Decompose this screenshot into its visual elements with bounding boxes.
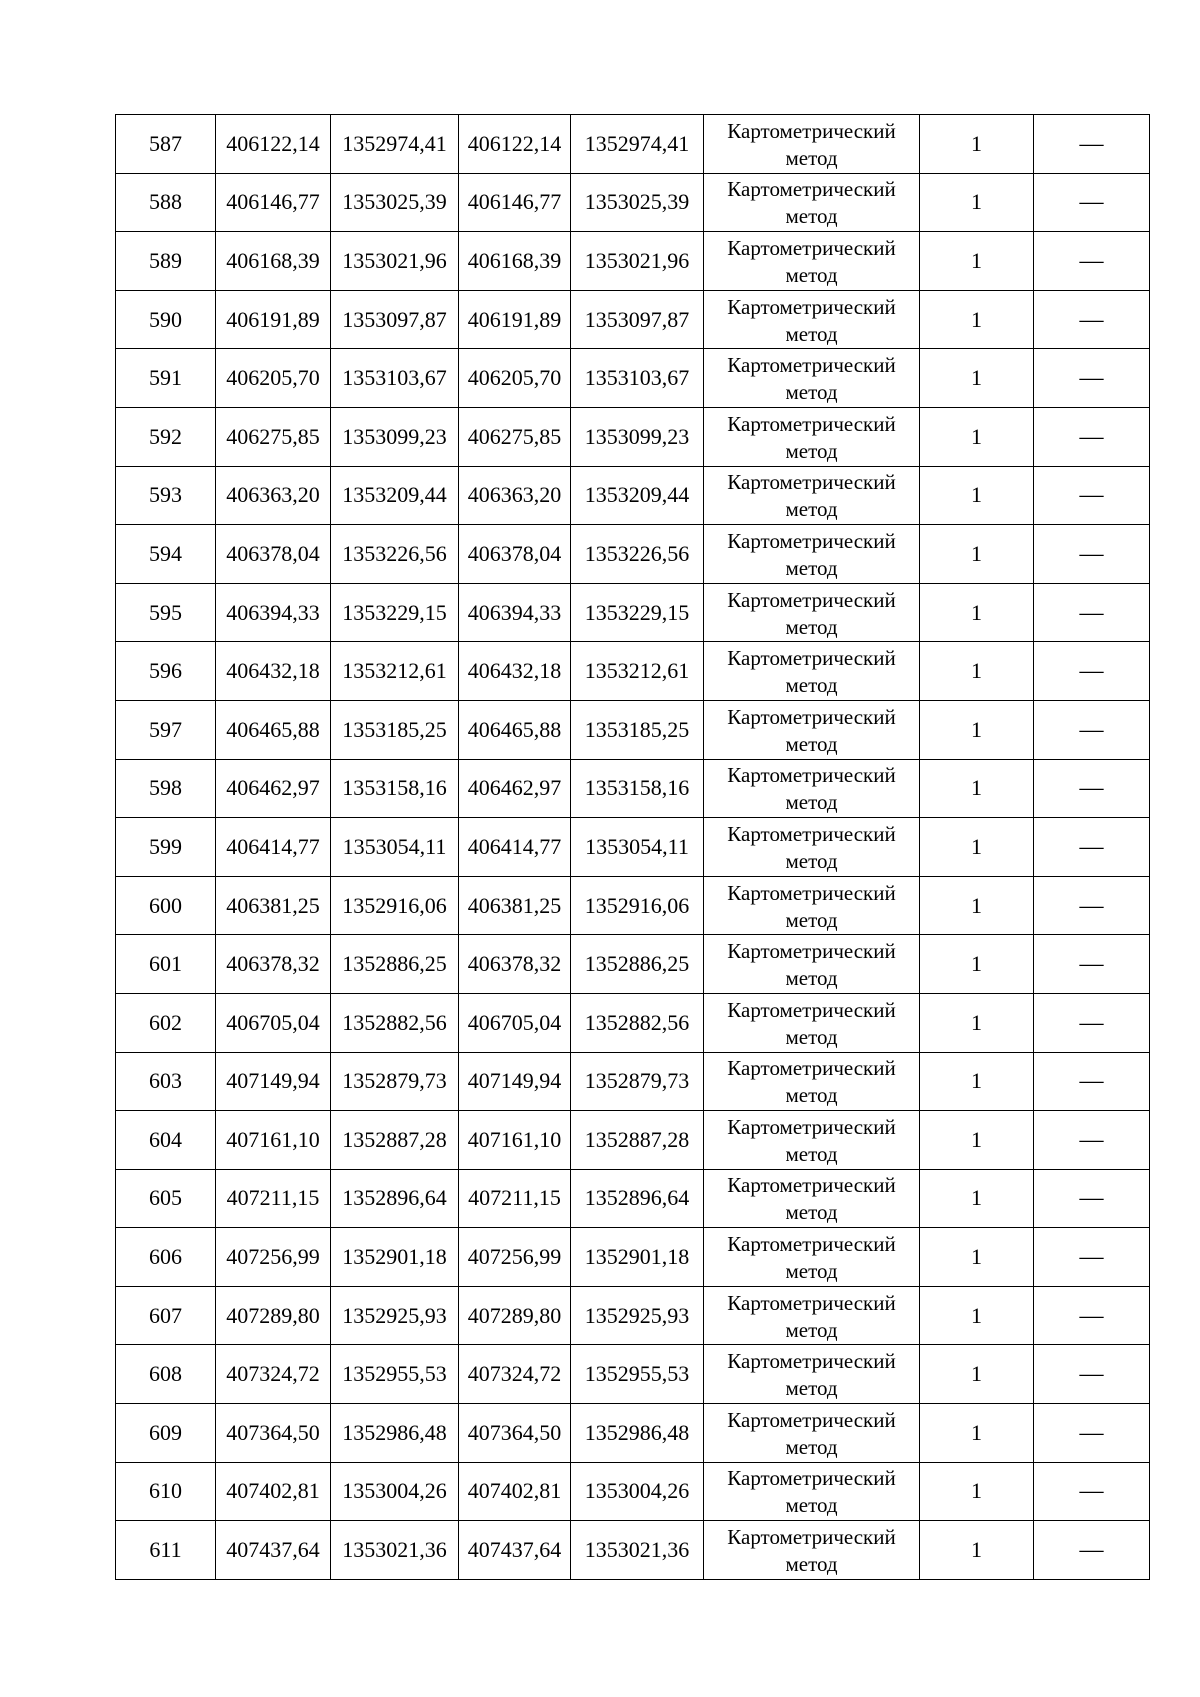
x-old-cell: 406122,14 [216, 115, 331, 174]
table-row [116, 466, 1150, 525]
accuracy-cell: 1 [920, 1521, 1034, 1580]
y-new-cell: 1353099,23 [571, 407, 704, 466]
method-line-2: метод [785, 1024, 838, 1049]
y-new-cell: 1352916,06 [571, 876, 704, 935]
x-old-cell: 406191,89 [216, 290, 331, 349]
y-new-cell: 1353025,39 [571, 173, 704, 232]
table-body [116, 115, 1150, 1580]
y-old-cell: 1352955,53 [331, 1345, 459, 1404]
point-number-cell: 606 [116, 1228, 216, 1287]
coordinates-table [115, 114, 1150, 1580]
accuracy-cell: 1 [920, 290, 1034, 349]
point-number-cell: 588 [116, 173, 216, 232]
y-old-cell: 1352901,18 [331, 1228, 459, 1287]
description-cell: — [1034, 1404, 1150, 1463]
y-old-cell: 1353185,25 [331, 700, 459, 759]
table-row [116, 642, 1150, 701]
description-cell: — [1034, 1169, 1150, 1228]
accuracy-cell: 1 [920, 1228, 1034, 1287]
accuracy-cell: 1 [920, 700, 1034, 759]
x-new-cell: 407256,99 [459, 1228, 571, 1287]
method-cell [704, 407, 920, 466]
method-cell [704, 583, 920, 642]
table-row [116, 993, 1150, 1052]
method-line-1: Картометрический [727, 587, 896, 612]
y-old-cell: 1353021,96 [331, 232, 459, 291]
method-line-1: Картометрический [727, 821, 896, 846]
y-old-cell: 1353212,61 [331, 642, 459, 701]
x-old-cell: 406363,20 [216, 466, 331, 525]
x-new-cell: 406394,33 [459, 583, 571, 642]
table-row [116, 290, 1150, 349]
description-cell: — [1034, 1111, 1150, 1170]
x-old-cell: 407364,50 [216, 1404, 331, 1463]
method-line-1: Картометрический [727, 939, 896, 964]
x-old-cell: 407289,80 [216, 1286, 331, 1345]
description-cell: — [1034, 1228, 1150, 1287]
point-number-cell: 608 [116, 1345, 216, 1404]
method-line-2: метод [785, 614, 838, 639]
method-line-2: метод [785, 497, 838, 522]
table-row [116, 1345, 1150, 1404]
method-line-1: Картометрический [727, 1290, 896, 1315]
y-new-cell: 1352879,73 [571, 1052, 704, 1111]
y-old-cell: 1352925,93 [331, 1286, 459, 1345]
x-new-cell: 406275,85 [459, 407, 571, 466]
x-new-cell: 406414,77 [459, 818, 571, 877]
method-line-2: метод [785, 1552, 838, 1577]
table-row [116, 1111, 1150, 1170]
x-old-cell: 407402,81 [216, 1462, 331, 1521]
y-new-cell: 1352882,56 [571, 993, 704, 1052]
accuracy-cell: 1 [920, 759, 1034, 818]
y-old-cell: 1353004,26 [331, 1462, 459, 1521]
description-cell: — [1034, 993, 1150, 1052]
x-new-cell: 406205,70 [459, 349, 571, 408]
table-row [116, 876, 1150, 935]
method-cell [704, 876, 920, 935]
y-old-cell: 1353097,87 [331, 290, 459, 349]
method-cell [704, 1462, 920, 1521]
description-cell: — [1034, 290, 1150, 349]
y-old-cell: 1353025,39 [331, 173, 459, 232]
y-old-cell: 1352896,64 [331, 1169, 459, 1228]
y-new-cell: 1353158,16 [571, 759, 704, 818]
description-cell: — [1034, 115, 1150, 174]
method-line-2: метод [785, 555, 838, 580]
method-line-2: метод [785, 262, 838, 287]
table-row [116, 1286, 1150, 1345]
method-cell [704, 173, 920, 232]
description-cell: — [1034, 232, 1150, 291]
y-new-cell: 1353097,87 [571, 290, 704, 349]
method-line-1: Картометрический [727, 1525, 896, 1550]
table-row [116, 583, 1150, 642]
x-old-cell: 406381,25 [216, 876, 331, 935]
y-old-cell: 1353054,11 [331, 818, 459, 877]
table-row [116, 935, 1150, 994]
table-row [116, 115, 1150, 174]
point-number-cell: 602 [116, 993, 216, 1052]
method-line-1: Картометрический [727, 528, 896, 553]
y-new-cell: 1353212,61 [571, 642, 704, 701]
method-line-2: метод [785, 1493, 838, 1518]
y-old-cell: 1352986,48 [331, 1404, 459, 1463]
method-cell [704, 1286, 920, 1345]
method-cell [704, 993, 920, 1052]
accuracy-cell: 1 [920, 1462, 1034, 1521]
point-number-cell: 593 [116, 466, 216, 525]
y-new-cell: 1352886,25 [571, 935, 704, 994]
point-number-cell: 592 [116, 407, 216, 466]
accuracy-cell: 1 [920, 642, 1034, 701]
x-old-cell: 407256,99 [216, 1228, 331, 1287]
point-number-cell: 599 [116, 818, 216, 877]
y-old-cell: 1353158,16 [331, 759, 459, 818]
x-old-cell: 406378,04 [216, 525, 331, 584]
x-new-cell: 406378,04 [459, 525, 571, 584]
point-number-cell: 611 [116, 1521, 216, 1580]
y-old-cell: 1353103,67 [331, 349, 459, 408]
y-old-cell: 1353226,56 [331, 525, 459, 584]
description-cell: — [1034, 700, 1150, 759]
y-new-cell: 1352887,28 [571, 1111, 704, 1170]
method-line-1: Картометрический [727, 118, 896, 143]
x-new-cell: 406168,39 [459, 232, 571, 291]
method-cell [704, 466, 920, 525]
y-new-cell: 1352986,48 [571, 1404, 704, 1463]
method-line-1: Картометрический [727, 1466, 896, 1491]
method-line-2: метод [785, 848, 838, 873]
y-old-cell: 1352886,25 [331, 935, 459, 994]
accuracy-cell: 1 [920, 466, 1034, 525]
method-line-1: Картометрический [727, 235, 896, 260]
method-line-1: Картометрический [727, 353, 896, 378]
method-line-2: метод [785, 1259, 838, 1284]
method-line-2: метод [785, 321, 838, 346]
method-line-1: Картометрический [727, 1056, 896, 1081]
method-cell [704, 115, 920, 174]
point-number-cell: 589 [116, 232, 216, 291]
y-new-cell: 1353226,56 [571, 525, 704, 584]
method-line-2: метод [785, 1141, 838, 1166]
y-new-cell: 1352901,18 [571, 1228, 704, 1287]
accuracy-cell: 1 [920, 173, 1034, 232]
x-new-cell: 407324,72 [459, 1345, 571, 1404]
y-old-cell: 1352879,73 [331, 1052, 459, 1111]
table-row [116, 525, 1150, 584]
method-cell [704, 525, 920, 584]
y-new-cell: 1353004,26 [571, 1462, 704, 1521]
point-number-cell: 598 [116, 759, 216, 818]
description-cell: — [1034, 1286, 1150, 1345]
method-cell [704, 232, 920, 291]
point-number-cell: 607 [116, 1286, 216, 1345]
table-row [116, 407, 1150, 466]
method-cell [704, 1169, 920, 1228]
x-old-cell: 406414,77 [216, 818, 331, 877]
point-number-cell: 596 [116, 642, 216, 701]
description-cell: — [1034, 583, 1150, 642]
description-cell: — [1034, 173, 1150, 232]
y-new-cell: 1352974,41 [571, 115, 704, 174]
y-old-cell: 1353021,36 [331, 1521, 459, 1580]
y-new-cell: 1353103,67 [571, 349, 704, 408]
accuracy-cell: 1 [920, 349, 1034, 408]
x-new-cell: 406465,88 [459, 700, 571, 759]
y-new-cell: 1353209,44 [571, 466, 704, 525]
method-line-1: Картометрический [727, 470, 896, 495]
table-row [116, 1228, 1150, 1287]
point-number-cell: 609 [116, 1404, 216, 1463]
point-number-cell: 601 [116, 935, 216, 994]
method-cell [704, 1345, 920, 1404]
method-line-2: метод [785, 790, 838, 815]
method-line-2: метод [785, 673, 838, 698]
description-cell: — [1034, 407, 1150, 466]
method-line-2: метод [785, 907, 838, 932]
method-line-1: Картометрический [727, 177, 896, 202]
accuracy-cell: 1 [920, 1111, 1034, 1170]
accuracy-cell: 1 [920, 993, 1034, 1052]
description-cell: — [1034, 1052, 1150, 1111]
y-new-cell: 1353054,11 [571, 818, 704, 877]
method-cell [704, 1521, 920, 1580]
method-line-1: Картометрический [727, 411, 896, 436]
method-cell [704, 759, 920, 818]
x-old-cell: 406205,70 [216, 349, 331, 408]
x-old-cell: 407324,72 [216, 1345, 331, 1404]
y-new-cell: 1353021,36 [571, 1521, 704, 1580]
accuracy-cell: 1 [920, 407, 1034, 466]
y-new-cell: 1352896,64 [571, 1169, 704, 1228]
table-row [116, 700, 1150, 759]
table-row [116, 1521, 1150, 1580]
method-line-2: метод [785, 145, 838, 170]
point-number-cell: 605 [116, 1169, 216, 1228]
accuracy-cell: 1 [920, 818, 1034, 877]
description-cell: — [1034, 935, 1150, 994]
method-line-2: метод [785, 438, 838, 463]
y-old-cell: 1353099,23 [331, 407, 459, 466]
x-new-cell: 406378,32 [459, 935, 571, 994]
point-number-cell: 590 [116, 290, 216, 349]
x-new-cell: 407364,50 [459, 1404, 571, 1463]
point-number-cell: 591 [116, 349, 216, 408]
x-old-cell: 406168,39 [216, 232, 331, 291]
table-row [116, 1462, 1150, 1521]
accuracy-cell: 1 [920, 583, 1034, 642]
point-number-cell: 597 [116, 700, 216, 759]
description-cell: — [1034, 818, 1150, 877]
description-cell: — [1034, 466, 1150, 525]
x-old-cell: 406462,97 [216, 759, 331, 818]
method-line-2: метод [785, 1317, 838, 1342]
x-old-cell: 406465,88 [216, 700, 331, 759]
method-line-2: метод [785, 204, 838, 229]
x-new-cell: 406122,14 [459, 115, 571, 174]
x-new-cell: 406381,25 [459, 876, 571, 935]
x-old-cell: 407211,15 [216, 1169, 331, 1228]
x-new-cell: 406191,89 [459, 290, 571, 349]
x-old-cell: 406394,33 [216, 583, 331, 642]
y-old-cell: 1353229,15 [331, 583, 459, 642]
y-new-cell: 1353021,96 [571, 232, 704, 291]
accuracy-cell: 1 [920, 1052, 1034, 1111]
x-old-cell: 407437,64 [216, 1521, 331, 1580]
y-new-cell: 1352955,53 [571, 1345, 704, 1404]
point-number-cell: 595 [116, 583, 216, 642]
x-new-cell: 406432,18 [459, 642, 571, 701]
y-old-cell: 1352887,28 [331, 1111, 459, 1170]
description-cell: — [1034, 1345, 1150, 1404]
method-line-1: Картометрический [727, 646, 896, 671]
method-line-2: метод [785, 1200, 838, 1225]
description-cell: — [1034, 876, 1150, 935]
method-cell [704, 935, 920, 994]
x-old-cell: 406432,18 [216, 642, 331, 701]
accuracy-cell: 1 [920, 1169, 1034, 1228]
method-cell [704, 1111, 920, 1170]
method-line-1: Картометрический [727, 1349, 896, 1374]
x-new-cell: 407402,81 [459, 1462, 571, 1521]
method-line-1: Картометрический [727, 294, 896, 319]
point-number-cell: 604 [116, 1111, 216, 1170]
accuracy-cell: 1 [920, 1286, 1034, 1345]
method-line-2: метод [785, 1434, 838, 1459]
table-row [116, 759, 1150, 818]
accuracy-cell: 1 [920, 115, 1034, 174]
method-cell [704, 1404, 920, 1463]
method-cell [704, 818, 920, 877]
table-row [116, 1404, 1150, 1463]
accuracy-cell: 1 [920, 1404, 1034, 1463]
table-row [116, 1052, 1150, 1111]
method-line-2: метод [785, 731, 838, 756]
method-line-1: Картометрический [727, 763, 896, 788]
x-new-cell: 407161,10 [459, 1111, 571, 1170]
method-line-2: метод [785, 1376, 838, 1401]
x-old-cell: 406275,85 [216, 407, 331, 466]
method-line-1: Картометрический [727, 1173, 896, 1198]
method-cell [704, 1228, 920, 1287]
description-cell: — [1034, 349, 1150, 408]
method-line-1: Картометрический [727, 704, 896, 729]
description-cell: — [1034, 525, 1150, 584]
y-new-cell: 1352925,93 [571, 1286, 704, 1345]
x-old-cell: 407161,10 [216, 1111, 331, 1170]
y-old-cell: 1352974,41 [331, 115, 459, 174]
accuracy-cell: 1 [920, 1345, 1034, 1404]
description-cell: — [1034, 1462, 1150, 1521]
method-line-2: метод [785, 966, 838, 991]
method-line-1: Картометрический [727, 880, 896, 905]
method-cell [704, 642, 920, 701]
method-cell [704, 290, 920, 349]
accuracy-cell: 1 [920, 876, 1034, 935]
description-cell: — [1034, 1521, 1150, 1580]
method-cell [704, 1052, 920, 1111]
method-line-1: Картометрический [727, 1114, 896, 1139]
method-line-1: Картометрический [727, 1407, 896, 1432]
x-new-cell: 406705,04 [459, 993, 571, 1052]
x-new-cell: 406363,20 [459, 466, 571, 525]
x-old-cell: 407149,94 [216, 1052, 331, 1111]
x-new-cell: 407149,94 [459, 1052, 571, 1111]
point-number-cell: 594 [116, 525, 216, 584]
y-old-cell: 1353209,44 [331, 466, 459, 525]
x-new-cell: 407211,15 [459, 1169, 571, 1228]
point-number-cell: 600 [116, 876, 216, 935]
description-cell: — [1034, 759, 1150, 818]
method-line-2: метод [785, 1083, 838, 1108]
table-row [116, 232, 1150, 291]
x-new-cell: 406462,97 [459, 759, 571, 818]
table-row [116, 349, 1150, 408]
y-new-cell: 1353229,15 [571, 583, 704, 642]
method-line-1: Картометрический [727, 1232, 896, 1257]
method-line-2: метод [785, 380, 838, 405]
accuracy-cell: 1 [920, 935, 1034, 994]
x-old-cell: 406705,04 [216, 993, 331, 1052]
x-new-cell: 406146,77 [459, 173, 571, 232]
accuracy-cell: 1 [920, 525, 1034, 584]
method-line-1: Картометрический [727, 997, 896, 1022]
accuracy-cell: 1 [920, 232, 1034, 291]
method-cell [704, 700, 920, 759]
x-new-cell: 407289,80 [459, 1286, 571, 1345]
y-old-cell: 1352916,06 [331, 876, 459, 935]
x-new-cell: 407437,64 [459, 1521, 571, 1580]
method-cell [704, 349, 920, 408]
description-cell: — [1034, 642, 1150, 701]
point-number-cell: 587 [116, 115, 216, 174]
table-row [116, 173, 1150, 232]
point-number-cell: 603 [116, 1052, 216, 1111]
y-old-cell: 1352882,56 [331, 993, 459, 1052]
point-number-cell: 610 [116, 1462, 216, 1521]
table-row [116, 1169, 1150, 1228]
x-old-cell: 406378,32 [216, 935, 331, 994]
table-row [116, 818, 1150, 877]
y-new-cell: 1353185,25 [571, 700, 704, 759]
x-old-cell: 406146,77 [216, 173, 331, 232]
